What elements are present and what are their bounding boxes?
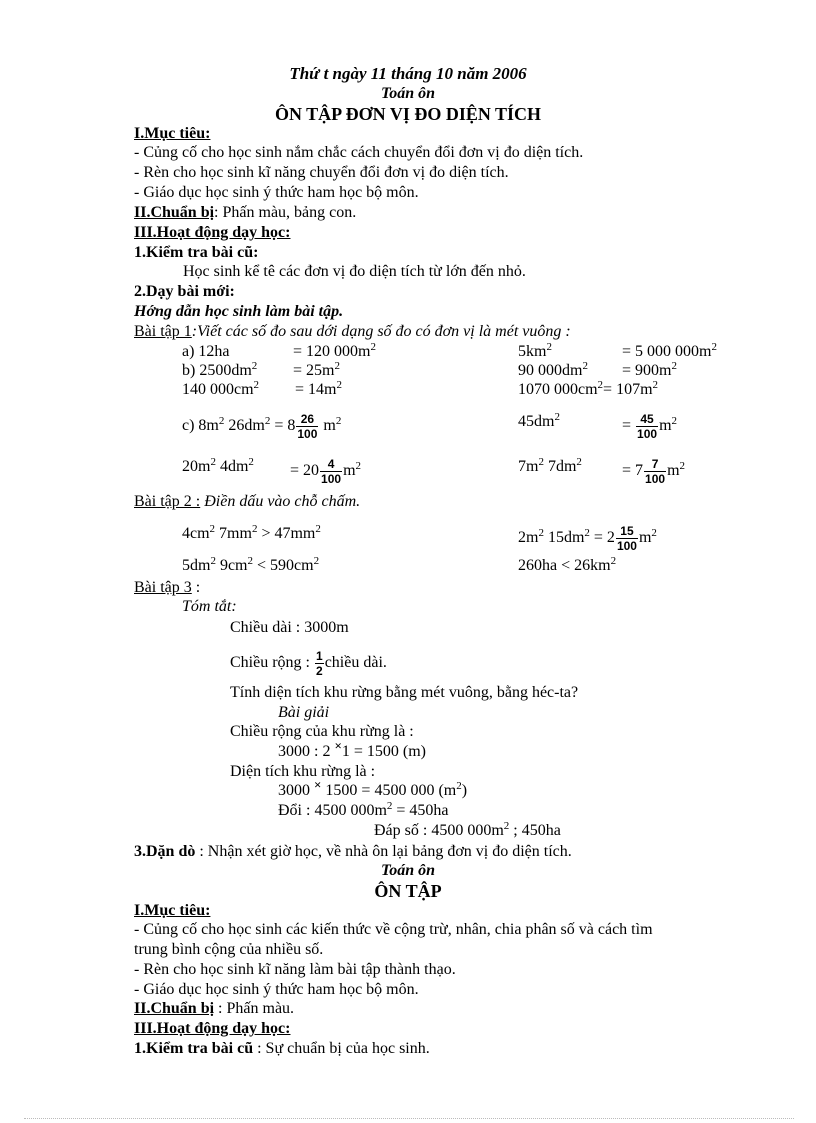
sq: 2 <box>210 456 216 468</box>
t: = 5 000 000m <box>622 343 712 360</box>
t: 260ha < 26km <box>518 557 611 574</box>
bt1-b2-right <box>518 380 658 400</box>
heading2-hoat-dong: III.Hoạt động dạy học: <box>134 1020 291 1037</box>
t: ) <box>461 782 468 799</box>
bt1-b-left-val <box>293 361 340 381</box>
sq: 2 <box>582 360 588 372</box>
goal-1: - Củng cố cho học sinh nắm chắc cách chuyển đổi đơn vị đo diện tích. <box>134 144 584 161</box>
bt1-a-left-val <box>293 342 376 362</box>
t: Đáp số : 4500 000m <box>374 822 504 839</box>
sq: 2 <box>576 456 582 468</box>
t: 1070 000cm <box>518 381 598 398</box>
t: chiều dài. <box>324 654 387 672</box>
t: > 47mm <box>257 525 316 542</box>
sq: 2 <box>671 415 678 428</box>
t: = 14m <box>295 381 337 398</box>
goal2-2: - Rèn cho học sinh kĩ năng làm bài tập thành thạo. <box>134 961 456 978</box>
sq: 2 <box>546 341 552 353</box>
t: 1500 = 4500 000 (m <box>321 782 457 799</box>
t: : <box>191 579 201 596</box>
lesson-date: Thứ t ngày 11 tháng 10 năm 2006 <box>289 64 527 83</box>
t: a) 12ha <box>182 343 230 360</box>
t: 26dm <box>224 417 265 435</box>
dan-do-text: : Nhận xét giờ học, về nhà ôn lại bảng đơn vị đo diện tích. <box>195 843 572 860</box>
question: Tính diện tích khu rừng bằng mét vuông, bằng héc-ta? <box>230 684 579 701</box>
bt1-a-left <box>182 342 230 362</box>
t: 15dm <box>543 529 585 547</box>
bt1-b-right <box>518 361 588 381</box>
sq: 2 <box>315 523 321 535</box>
sol-4 <box>278 777 468 801</box>
heading-kiem-tra: 1.Kiểm tra bài cũ: <box>134 244 259 261</box>
sq: 2 <box>652 379 659 391</box>
denominator: 100 <box>321 472 342 486</box>
sq: 2 <box>335 415 342 428</box>
bt1-c-right <box>518 412 560 432</box>
sol-5 <box>278 801 449 821</box>
t: 4cm <box>182 525 210 542</box>
chieu-rong <box>230 649 387 678</box>
goal-3: - Giáo dục học sinh ý thức ham học bộ môn. <box>134 184 419 201</box>
heading-hoat-dong: III.Hoạt động dạy học: <box>134 224 291 241</box>
bt2-heading <box>134 492 360 512</box>
t: c) 8m <box>182 417 219 435</box>
t: 7m <box>518 458 539 475</box>
sq: 2 <box>251 360 258 372</box>
chuan-bi2-text: : Phấn màu. <box>214 1000 295 1017</box>
bt1-a-right-val <box>622 342 717 362</box>
t: 7dm <box>543 458 577 475</box>
t: = 450ha <box>392 802 449 819</box>
t: = 120 000m <box>293 343 371 360</box>
bt2-l1 <box>182 524 321 544</box>
goal2-1a: - Củng cố cho học sinh các kiến thức về cộng trừ, nhân, chia phân số và cách tìm <box>134 921 653 938</box>
t: m <box>638 529 652 547</box>
bt1-d-left-val <box>290 457 361 486</box>
sq: 2 <box>210 555 216 567</box>
sq: 2 <box>538 456 544 468</box>
lesson-subject: Toán ôn <box>380 85 436 102</box>
huong-dan: Hớng dẫn học sinh làm bài tập. <box>134 303 344 320</box>
sq: 2 <box>503 820 510 832</box>
bai-giai: Bài giải <box>278 704 330 721</box>
bt1-b2-left-val <box>295 380 342 400</box>
numerator: 15 <box>616 524 638 539</box>
numerator: 7 <box>644 457 666 472</box>
t: 7mm <box>215 525 252 542</box>
fraction <box>315 649 324 678</box>
bt1-c-right-val <box>622 412 677 441</box>
sol-2 <box>278 738 426 762</box>
kiem-tra2-line <box>134 1039 430 1059</box>
t: Chiều rộng : <box>230 654 310 672</box>
lesson2-title: ÔN TẬP <box>374 881 442 901</box>
t: 3000 : 2 <box>278 743 335 760</box>
kiem-tra-text: Học sinh kể tê các đơn vị đo diện tích từ lớn đến nhỏ. <box>183 263 526 280</box>
bt3-label: Bài tập 3 <box>134 579 192 596</box>
bt1-text: :Viết các số đo sau dới dạng số đo có đơn vị là mét vuông : <box>191 323 571 340</box>
goal-2: - Rèn cho học sinh kĩ năng chuyển đổi đơn vị đo diện tích. <box>134 164 509 181</box>
bt1-b2-left <box>182 380 259 400</box>
t: = 20 <box>290 462 320 480</box>
t: 45dm <box>518 413 555 430</box>
t: b) 2500dm <box>182 362 252 379</box>
t: 9cm <box>215 557 248 574</box>
heading-chuan-bi: II.Chuẩn bị <box>134 204 215 221</box>
bt2-r1 <box>518 524 657 553</box>
t: = 900m <box>622 362 672 379</box>
fraction <box>320 457 342 486</box>
bt1-heading <box>134 322 571 342</box>
kiem-tra2-text: : Sự chuẩn bị của học sinh. <box>253 1040 430 1057</box>
t: < 590cm <box>253 557 314 574</box>
bt2-label: Bài tập 2 : <box>134 493 201 510</box>
sq: 2 <box>370 341 376 353</box>
denominator: 2 <box>316 664 323 678</box>
bt1-c-left <box>182 412 341 441</box>
t: = <box>622 417 632 435</box>
lesson-title: ÔN TẬP ĐƠN VỊ ĐO DIỆN TÍCH <box>274 104 542 124</box>
t: 2m <box>518 529 539 547</box>
numerator: 1 <box>316 649 323 663</box>
chuan-bi2-line <box>134 999 294 1019</box>
fraction <box>636 412 658 441</box>
tom-tat: Tóm tắt: <box>182 598 237 615</box>
heading2-chuan-bi: II.Chuẩn bị <box>134 1000 215 1017</box>
heading-day-bai-moi: 2.Dạy bài mới: <box>134 283 235 300</box>
numerator: 4 <box>320 457 342 472</box>
numerator: 26 <box>296 412 318 427</box>
dap-so <box>374 821 561 841</box>
bt1-d-left <box>182 457 254 477</box>
bt1-label: Bài tập 1 <box>134 323 192 340</box>
fraction <box>644 457 666 486</box>
times-sign: × <box>314 777 322 792</box>
denominator: 100 <box>637 427 658 441</box>
bt1-a-right <box>518 342 552 362</box>
bt1-b-left <box>182 361 257 381</box>
sq: 2 <box>679 460 686 473</box>
heading2-kiem-tra: 1.Kiểm tra bài cũ <box>134 1040 254 1057</box>
bt1-d-right-val <box>622 457 685 486</box>
t: ; 450ha <box>509 822 561 839</box>
sq: 2 <box>209 523 216 535</box>
sq: 2 <box>253 379 260 391</box>
sq: 2 <box>247 555 253 567</box>
bt2-l2 <box>182 556 319 576</box>
t: 140 000cm <box>182 381 254 398</box>
sq: 2 <box>251 523 258 535</box>
t: 20m <box>182 458 211 475</box>
goal2-1b: trung bình cộng của nhiều số. <box>134 941 324 958</box>
sq: 2 <box>554 411 560 423</box>
times-sign: × <box>334 738 342 753</box>
sq: 2 <box>334 360 340 372</box>
goal2-3: - Giáo dục học sinh ý thức ham học bộ môn. <box>134 981 419 998</box>
t: 3000 <box>278 782 314 799</box>
sq: 2 <box>456 780 462 792</box>
t: m <box>667 462 680 480</box>
footer-dotted-line <box>24 1118 794 1119</box>
t: m <box>659 417 672 435</box>
t: = 107m <box>603 381 653 398</box>
sq: 2 <box>597 379 604 391</box>
t: Đổi : 4500 000m <box>278 802 387 819</box>
sq: 2 <box>264 415 271 428</box>
denominator: 100 <box>297 427 318 441</box>
sq: 2 <box>538 527 544 540</box>
sq: 2 <box>336 379 342 391</box>
sq: 2 <box>584 527 590 540</box>
chuan-bi-text: : Phấn màu, bảng con. <box>214 204 357 221</box>
sq: 2 <box>711 341 717 353</box>
fraction <box>296 412 318 441</box>
bt1-d-right <box>518 457 582 477</box>
bt3-heading <box>134 578 200 598</box>
t: m <box>319 417 336 435</box>
t: = 8 <box>270 417 296 435</box>
t: 90 000dm <box>518 362 583 379</box>
sol-3: Diện tích khu rừng là : <box>230 763 376 780</box>
t: m <box>343 462 356 480</box>
sq: 2 <box>355 460 362 473</box>
sq: 2 <box>671 360 677 372</box>
bt1-b-right-val <box>622 361 677 381</box>
sq: 2 <box>610 555 617 567</box>
t: 1 = 1500 (m) <box>341 743 426 760</box>
denominator: 100 <box>616 539 637 553</box>
denominator: 100 <box>645 472 666 486</box>
dan-do <box>134 842 572 862</box>
t: 4dm <box>215 458 249 475</box>
chuan-bi-line <box>134 203 356 223</box>
sq: 2 <box>313 555 320 567</box>
heading-muc-tieu: I.Mục tiêu: <box>134 125 211 142</box>
lesson2-subject: Toán ôn <box>380 862 436 879</box>
sol-1: Chiều rộng của khu rừng là : <box>230 723 414 740</box>
fraction <box>616 524 638 553</box>
dan-do-label: 3.Dặn dò <box>134 843 196 860</box>
t: = 25m <box>293 362 335 379</box>
heading2-muc-tieu: I.Mục tiêu: <box>134 902 211 919</box>
sq: 2 <box>218 415 225 428</box>
numerator: 45 <box>636 412 658 427</box>
sq: 2 <box>651 527 657 540</box>
t: = 7 <box>622 462 644 480</box>
bt2-r2 <box>518 556 616 576</box>
sq: 2 <box>248 456 254 468</box>
sq: 2 <box>386 800 393 812</box>
t: 5km <box>518 343 547 360</box>
t: 5dm <box>182 557 211 574</box>
t: = 2 <box>589 529 615 547</box>
chieu-dai: Chiều dài : 3000m <box>230 619 349 636</box>
bt2-text: Điền dấu vào chỗ chấm. <box>200 493 361 510</box>
